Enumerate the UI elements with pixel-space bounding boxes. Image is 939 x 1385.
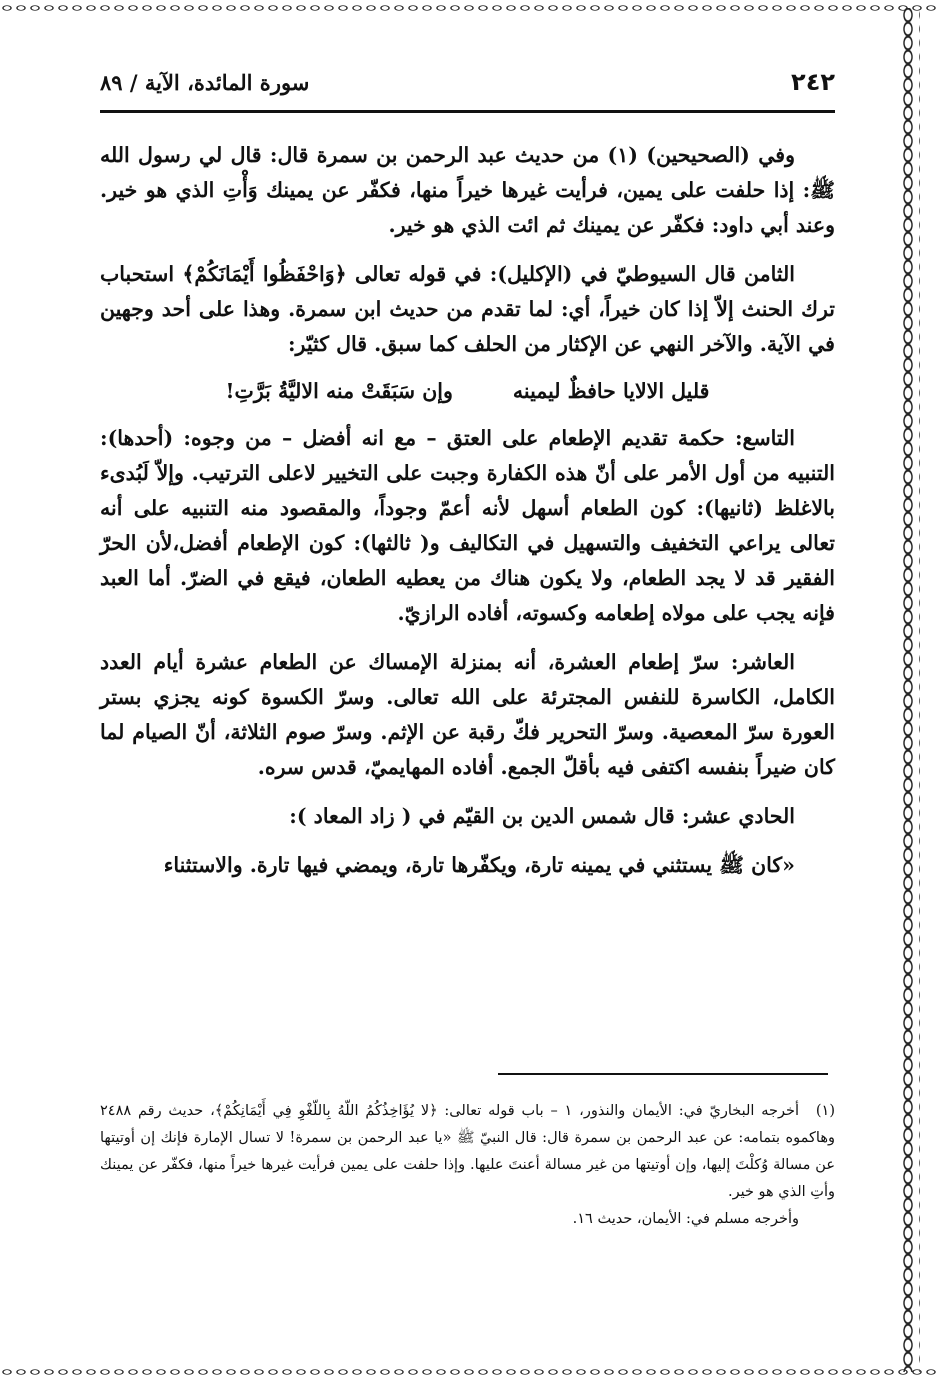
footnote-rule <box>498 1073 828 1075</box>
footnote-1-continued: وأخرجه مسلم في: الأيمان، حديث ١٦. <box>572 1211 799 1227</box>
verse-first-hemistich: قليل الالايا حافظٌ ليمينه <box>512 379 710 403</box>
paragraph-eighth: الثامن قال السيوطيّ في (الإكليل): في قوله تعالى ﴿وَاحْفَظُوا أَيْمَانَكُمْ﴾ استحباب ترك الحنث إلاّ إذا كان خيراً، أي: لما تقدم من حديث ابن سمرة. وهذا على أحد وجهين في الآية. والآخر النهي عن الإكثار من الحلف كما سبق. قال كثيّر: <box>100 262 835 356</box>
page-header <box>100 68 835 108</box>
footnote-1-text: أخرجه البخاريّ في: الأيمان والنذور، ١ – باب قوله تعالى: ﴿لا يُؤَاخِذُكُمُ اللّهُ بِاللّغْوِ فِي أَيْمَانِكُمْ﴾، حديث رقم ٢٤٨٨ وهاكموه بتمامه: عن عبد الرحمن بن سمرة قال: قال النبيّ ﷺ «يا عبد الرحمن بن سمرة! لا تسال الإمارة فإنك إن أوتيتها عن مسالة وُكلْتَ إليها، وإن أوتيتها من غير مسالة أعنتَ عليها. وإذا حلفت على يمين فرأيت غيرها خيراً منها، فكفّر عن يمينك وأتِ الذي هو خير. <box>100 1103 835 1200</box>
bottom-ornamental-border <box>0 1366 939 1378</box>
header-rule <box>100 110 835 113</box>
footnotes <box>100 1098 835 1233</box>
paragraph-eleventh: الحادي عشر: قال شمس الدين بن القيّم في ( زاد المعاد ): <box>289 804 795 828</box>
running-title: سورة المائدة، الآية / ٨٩ <box>100 70 310 95</box>
right-ornamental-border <box>900 8 920 1372</box>
paragraph-sahihayn: وفي (الصحيحين) (١) من حديث عبد الرحمن بن سمرة قال: قال لي رسول الله ﷺ: إذا حلفت على يمين، فرأيت غيرها خيراً منها، فكفّر عن يمينك وَأْتِ الذي هو خير. وعند أبي داود: فكفّر عن يمينك ثم ائت الذي هو خير. <box>100 143 835 237</box>
footnote-number: (١) <box>815 1103 835 1119</box>
paragraph-quote: «كان ﷺ يستثني في يمينه تارة، ويكفّرها تارة، ويمضي فيها تارة. والاستثناء <box>163 853 795 877</box>
page-number: ٢٤٢ <box>791 68 835 96</box>
verse-second-hemistich: وإن سَبَقَتْ منه الاليَّةُ بَرَّتِ! <box>225 379 453 403</box>
paragraph-tenth: العاشر: سرّ إطعام العشرة، أنه بمنزلة الإمساك عن الطعام عشرة أيام العدد الكامل، الكاسرة للنفس المجترئة على الله تعالى. وسرّ الكسوة كونه يجزي بستر العورة سرّ المعصية. وسرّ التحرير فكّ رقبة عن الإثم. وسرّ صوم الثلاثة، أنّ الصيام لما كان ضيراً بنفسه اكتفى فيه بأقلّ الجمع. أفاده المهايميّ، قدس سره. <box>100 650 835 779</box>
paragraph-ninth: التاسع: حكمة تقديم الإطعام على العتق – مع انه أفضل – من وجوه: (أحدها): التنبيه من أول الأمر على أنّ هذه الكفارة وجبت على التخيير لاعلى الترتيب. وإلاّ لَبُدىء بالاغلظ (ثانيها): كون الطعام أسهل لأنه أعمّ وجوداً، والمقصود منه التنبيه على أنه تعالى يراعي التخفيف والتسهيل في التكاليف و( ثالثها): كون الإطعام أفضل،لأن الحرّ الفقير قد لا يجد الطعام، ولا يكون هناك من يعطيه الطعان، فيقع في الضرّ. أما العبد فإنه يجب على مولاه إطعامه وكسوته، أفاده الرازيّ. <box>100 426 835 625</box>
main-text <box>100 138 835 883</box>
poetry-verse <box>100 374 835 409</box>
footnote-1 <box>100 1098 835 1206</box>
top-ornamental-border <box>0 2 939 14</box>
